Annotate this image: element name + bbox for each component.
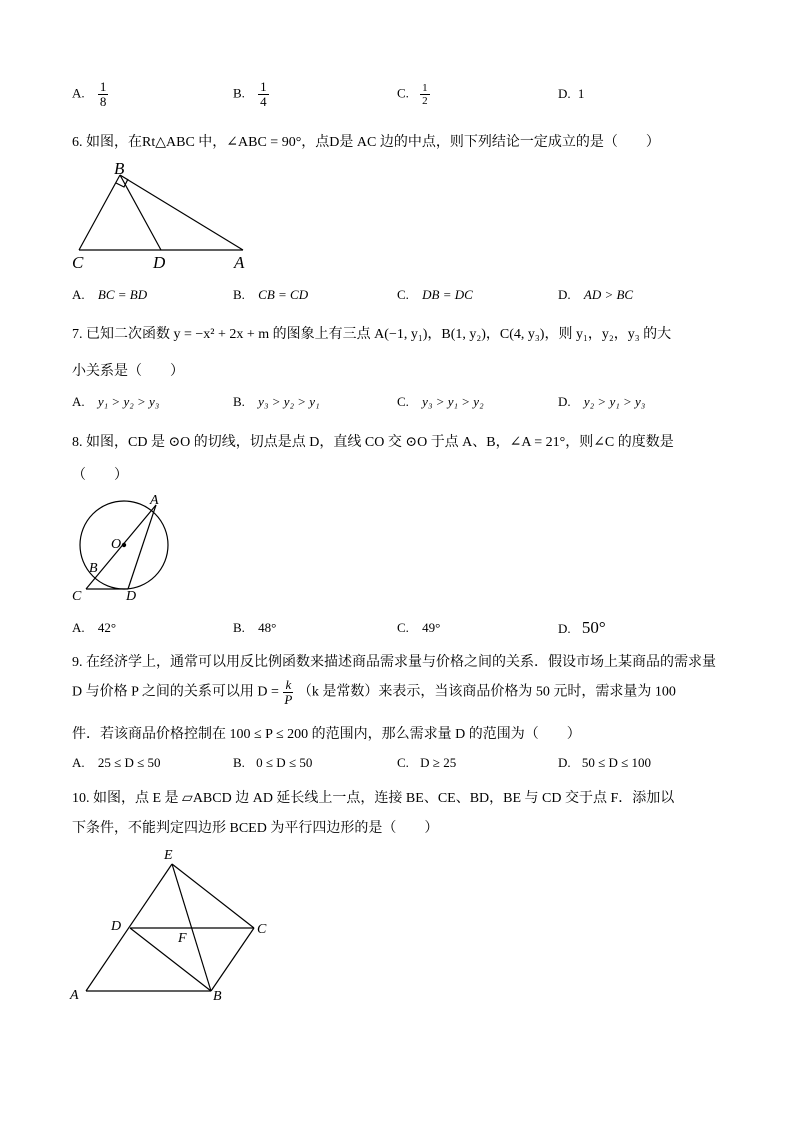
- q6-option-d: D. AD > BC: [558, 287, 634, 302]
- q9-stem-line2: D 与价格 P 之间的关系可以用 D = $\frac{k}{P}$ （k 是常数）来表示，当该商品价格为 50 元时，需求量为 100: [72, 677, 676, 707]
- q9-stem-line3: 件．若该商品价格控制在 100 ≤ P ≤ 200 的范围内，那么需求量 D 的范围为（ ）: [72, 727, 581, 742]
- point-label-d: D: [153, 253, 166, 272]
- point-label-a: A: [234, 253, 245, 272]
- q6-option-a: A. BC = BD: [72, 287, 148, 302]
- point-label-a: A: [150, 493, 159, 508]
- q6-triangle-figure: [70, 158, 255, 273]
- q5-option-a: A. $\frac{1}{8}$: [72, 79, 107, 109]
- q7-option-a: A. y₁ > y₂ > y₃: [72, 394, 160, 409]
- q10-stem-line2: 下条件，不能判定四边形 BCED 为平行四边形的是（ ）: [72, 821, 439, 836]
- q9-option-a: A. 25 ≤ D ≤ 50: [72, 755, 161, 770]
- fraction: $\frac{1}{8}$: [99, 79, 107, 109]
- point-label-c: C: [257, 922, 267, 937]
- q8-stem-line1: 8. 如图，CD 是 ⊙O 的切线，切点是点 D，直线 CO 交 ⊙O 于点 A、B，∠A = 21°，则∠C 的度数是: [72, 435, 674, 450]
- point-label-b: B: [213, 989, 222, 1004]
- q5-option-c: C. $\frac{1}{2}$: [397, 82, 428, 107]
- q10-parallelogram-figure: [66, 840, 281, 1005]
- q9-option-c: C. D ≥ 25: [397, 755, 457, 770]
- point-label-o: O: [111, 537, 122, 552]
- q5-option-b: B. $\frac{1}{4}$: [233, 79, 267, 109]
- point-label-a: A: [70, 988, 79, 1003]
- point-label-d: D: [126, 589, 137, 604]
- q8-option-a: A. 42°: [72, 620, 117, 635]
- point-label-f: F: [178, 931, 187, 946]
- point-label-b: B: [89, 561, 98, 576]
- point-label-c: C: [72, 589, 82, 604]
- q9-option-b: B. 0 ≤ D ≤ 50: [233, 755, 313, 770]
- fraction: $\frac{1}{4}$: [260, 79, 267, 109]
- q9-option-d: D. 50 ≤ D ≤ 100: [558, 755, 652, 770]
- q8-option-d: D. 50°: [558, 618, 606, 637]
- q8-option-c: C. 49°: [397, 620, 441, 635]
- q6-option-b: B. CB = CD: [233, 287, 309, 302]
- q7-stem-line1: 7. 已知二次函数 y = −x² + 2x + m 的图象上有三点 A(−1, y₁)，B(1, y₂)，C(4, y₃)，则 y₁，y₂，y₃ 的大: [72, 327, 672, 342]
- q8-stem-line2: （ ）: [72, 468, 128, 483]
- q10-stem-line1: 10. 如图，点 E 是 ▱ABCD 边 AD 延长线上一点，连接 BE、CE、BD，BE 与 CD 交于点 F．添加以: [72, 791, 675, 806]
- center-point: [122, 543, 126, 547]
- q6-stem: 6. 如图，在Rt△ABC 中，∠ABC = 90°，点D是 AC 边的中点，则下列结论一定成立的是（ ）: [72, 135, 660, 150]
- q8-option-b: B. 48°: [233, 620, 277, 635]
- point-label-c: C: [72, 253, 84, 272]
- q5-option-d: D. 1: [558, 86, 585, 101]
- q8-circle-figure: [70, 492, 180, 607]
- q7-option-c: C. y₃ > y₁ > y₂: [397, 394, 484, 409]
- fraction-k-over-p: $\frac{k}{P}$: [284, 677, 293, 707]
- q7-option-d: D. y₂ > y₁ > y₃: [558, 394, 646, 409]
- point-label-d: D: [111, 919, 122, 934]
- q7-stem-line2: 小关系是（ ）: [72, 364, 184, 379]
- q6-option-c: C. DB = DC: [397, 287, 473, 302]
- q7-option-b: B. y₃ > y₂ > y₁: [233, 394, 320, 409]
- point-label-b: B: [114, 159, 125, 178]
- q9-stem-line1: 9. 在经济学上，通常可以用反比例函数来描述商品需求量与价格之间的关系．假设市场上某商品的需求量: [72, 655, 716, 670]
- point-label-e: E: [164, 848, 173, 863]
- fraction: $\frac{1}{2}$: [422, 82, 428, 107]
